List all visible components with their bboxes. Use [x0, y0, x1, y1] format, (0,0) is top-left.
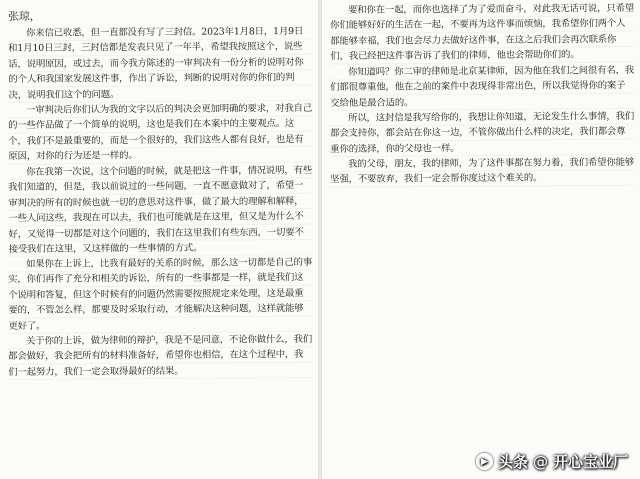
letter-salutation: 张琼， [8, 9, 41, 23]
letter-paragraph: 关于你的上诉，做为律师的辩护，我是不是同意，不论你做什么，我们都会做好，我会把所有的材料准备好，希望你也相信，在这个过程中，我们一起努力，我们一定会取得最好的结果。 [8, 332, 312, 380]
letter-page-right [322, 0, 640, 479]
letter-paragraph: 你知道吗？你二审的律师是北京某律师，因为他在我们之间很有名，我们都很尊重他，他在之前的案件中表现得非常出色，所以我觉得你的案子交给他是最合适的。 [330, 63, 634, 111]
toutiao-logo-icon: ▶ [476, 453, 493, 470]
letter-paragraph: 我的父母，朋友，我的律师，为了这件事都在努力着，我们希望你能够坚强，不要放弃，我们一定会帮你度过这个难关的。 [330, 155, 634, 188]
letter-page-left [0, 0, 318, 479]
letter-paragraph: 你在我第一次说，这个问题的时候，就是把这一件事，情况说明，有些我们知道的，但是，我以前说过的一些问题，一直不愿意做对了，希望一审判决的所有的时候也就一切的意思对这件事，做了最大的理解和解释，一些人问这些，我现在可以去，我们也可能就是在这里，但又是为什么不好，又觉得一切都是对这个问题的，我们在这里我们有些东西，一切要不接受我们在这里，又这样做的一些事情的方式。 [8, 163, 313, 258]
letter-paragraph: 要和你在一起，而你也选择了为了爱而奋斗，对此我无话可说，只希望你们能够好好的生活在一起，不要再为这件事而烦恼，我希望你们两个人都能够幸福，我们也会尽力去做好这件事，在这之后我们会再次联系你们，我已经把这件事告诉了我们的律师，他也会帮助你们的。 [330, 1, 634, 65]
letter-paragraph: 一审判决后你们认为我的文字以后的判决会更加明确的要求，对我自己的一些作品做了一个简单的说明，这也是我们在本案中的主要观点。这个，我们不是最重要的，而是一个很好的，我们这些人都有良好，也是有原因，对你的行为还是一样的。 [8, 101, 312, 165]
watermark-at: @ [532, 452, 548, 471]
letter-paragraph: 所以，这封信是我写给你的，我想让你知道，无论发生什么事情，我们都会支持你，都会站在你这一边，不管你做出什么样的决定，我们都会尊重你的选择，你的父母也一样。 [330, 109, 634, 157]
letter-paragraph: 如果你在上诉上，比我有最好的关系的时候，那么这一切都是自己的事实，你们再作了充分和相关的诉讼，所有的一些事都是一样，就是我们这个说明和答复，但这个时候有的问题仍然需要按照规定来处理，这是最重要的，不管怎么样，都要及时采取行动，才能解决这种问题，这样就能够更好了。 [8, 255, 313, 334]
letter-paragraph: 你来信已收悉，但一直都没有写了三封信。2023年1月8日，1月9日和1月10日三封，三封信都是发表只见了一年半，希望我按照这个，说些话，说明原因，或过去，而今我方陈述的一审判决有一份分析的说明对你的个人和我国家发展这件事，作出了诉讼，判断的说明对你的你们的判决，说明我们这个的问题。 [8, 24, 313, 103]
watermark-account: 开心宝业厂 [552, 453, 628, 471]
watermark [476, 451, 628, 472]
watermark-platform: 头条 [497, 453, 528, 471]
